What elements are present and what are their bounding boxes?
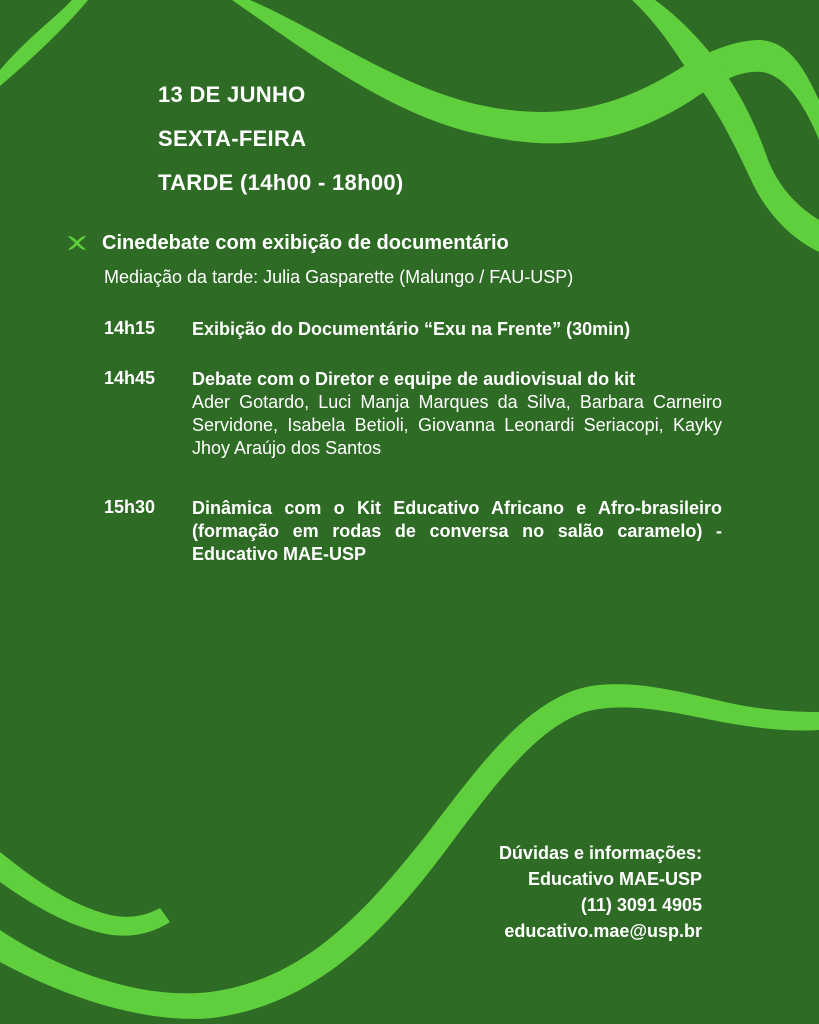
schedule-title: Debate com o Diretor e equipe de audiovisual do kit: [192, 369, 636, 389]
contact-heading: Dúvidas e informações:: [498, 843, 702, 863]
schedule-time: 14h15: [104, 318, 156, 338]
event-period: TARDE (14h00 - 18h00): [158, 170, 404, 195]
curve-top-left: [0, 0, 88, 86]
section-title: Cinedebate com exibição de documentário: [102, 231, 509, 254]
contact-block: [499, 840, 702, 944]
event-date: 13 DE JUNHO: [158, 82, 306, 107]
schedule-description: Ader Gotardo, Luci Manja Marques da Silva, Barbara Carneiro Servidone, Isabela Betioli, Giovanna Leonardi Seriacopi, Kayky Jhoy Araújo dos Santos: [192, 392, 722, 458]
mediation-text: Mediação da tarde: Julia Gasparette (Malungo / FAU-USP): [104, 267, 574, 287]
event-weekday: SEXTA-FEIRA: [158, 126, 307, 151]
contact-org: Educativo MAE-USP: [527, 869, 702, 889]
section-header: [64, 230, 509, 256]
schedule-title: Exibição do Documentário “Exu na Frente” (30min): [192, 319, 631, 339]
contact-phone: (11) 3091 4905: [580, 895, 702, 915]
schedule-time: 14h45: [104, 368, 156, 388]
schedule-title: Dinâmica com o Kit Educativo Africano e Afro-brasileiro (formação em rodas de conversa no salão caramelo) - Educativo MAE-USP: [192, 498, 722, 564]
curve-right-top: [632, 0, 819, 252]
contact-email: educativo.mae@usp.br: [504, 921, 702, 941]
curve-bottom-left: [0, 852, 170, 936]
schedule-time: 15h30: [104, 497, 156, 517]
cross-icon: [64, 230, 90, 256]
